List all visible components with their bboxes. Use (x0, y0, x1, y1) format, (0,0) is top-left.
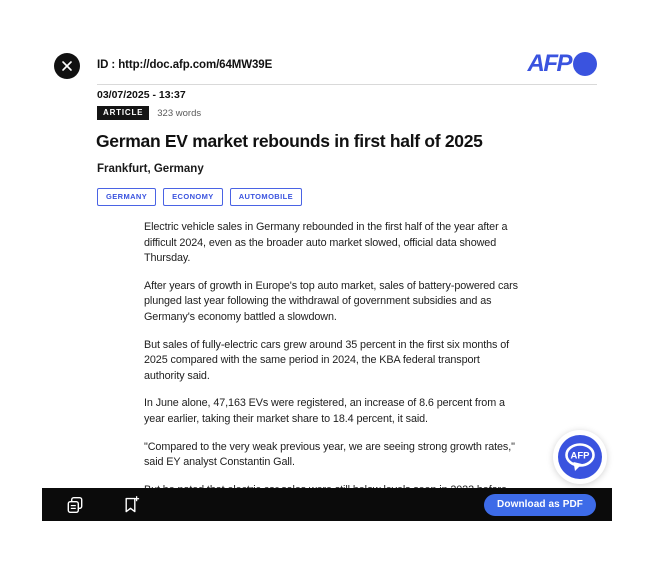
article-dateline: Frankfurt, Germany (97, 163, 204, 175)
tag-germany[interactable]: GERMANY (97, 188, 156, 206)
meta-row (97, 106, 201, 120)
copy-icon (65, 495, 85, 515)
article-type-badge: ARTICLE (97, 106, 149, 120)
bookmark-add-button[interactable] (121, 495, 141, 515)
paragraph: After years of growth in Europe's top auto market, sales of battery-powered cars plunged last year following the withdrawal of government subsidies and as Germany's economy battled a slowdown. (144, 279, 518, 323)
word-count: 323 words (157, 107, 202, 119)
tag-list (97, 188, 302, 206)
close-button[interactable] (54, 53, 80, 79)
header-divider (97, 84, 597, 85)
paragraph: In June alone, 47,163 EVs were registered, an increase of 8.6 percent from a year earlier, taking their market share to 18.4 percent, it said. (144, 397, 505, 425)
document-id: ID : http://doc.afp.com/64MW39E (97, 59, 273, 71)
afp-logo-text: AFP (527, 50, 571, 77)
bottom-toolbar (42, 488, 612, 521)
copy-button[interactable] (65, 495, 85, 515)
paragraph: Electric vehicle sales in Germany rebounded in the first half of the year after a difficult 2024, even as the broader auto market slowed, official data showed Thursday. (144, 221, 508, 265)
afp-logo (528, 51, 598, 77)
tag-automobile[interactable]: AUTOMOBILE (230, 188, 302, 206)
paragraph: But sales of fully-electric cars grew around 35 percent in the first six months of 2025 compared with the same period in 2024, the KBA federal transport authority said. (144, 338, 510, 382)
afp-bubble-label: AFP (570, 450, 590, 462)
article-title: German EV market rebounds in first half of 2025 (96, 131, 483, 151)
afp-chat-widget-button[interactable] (553, 430, 607, 484)
paragraph: "Compared to the very weak previous year, we are seeing strong growth rates," said EY analyst Constantin Gall. (144, 440, 515, 469)
bookmark-add-icon (121, 495, 141, 515)
afp-logo-dot-icon (573, 52, 597, 76)
download-as-pdf-button[interactable]: Download as PDF (484, 494, 596, 516)
tag-economy[interactable]: ECONOMY (163, 188, 223, 206)
article-body (144, 220, 520, 521)
publish-datetime: 03/07/2025 - 13:37 (97, 89, 186, 101)
afp-speech-bubble-icon (558, 435, 602, 479)
close-icon (61, 60, 73, 72)
